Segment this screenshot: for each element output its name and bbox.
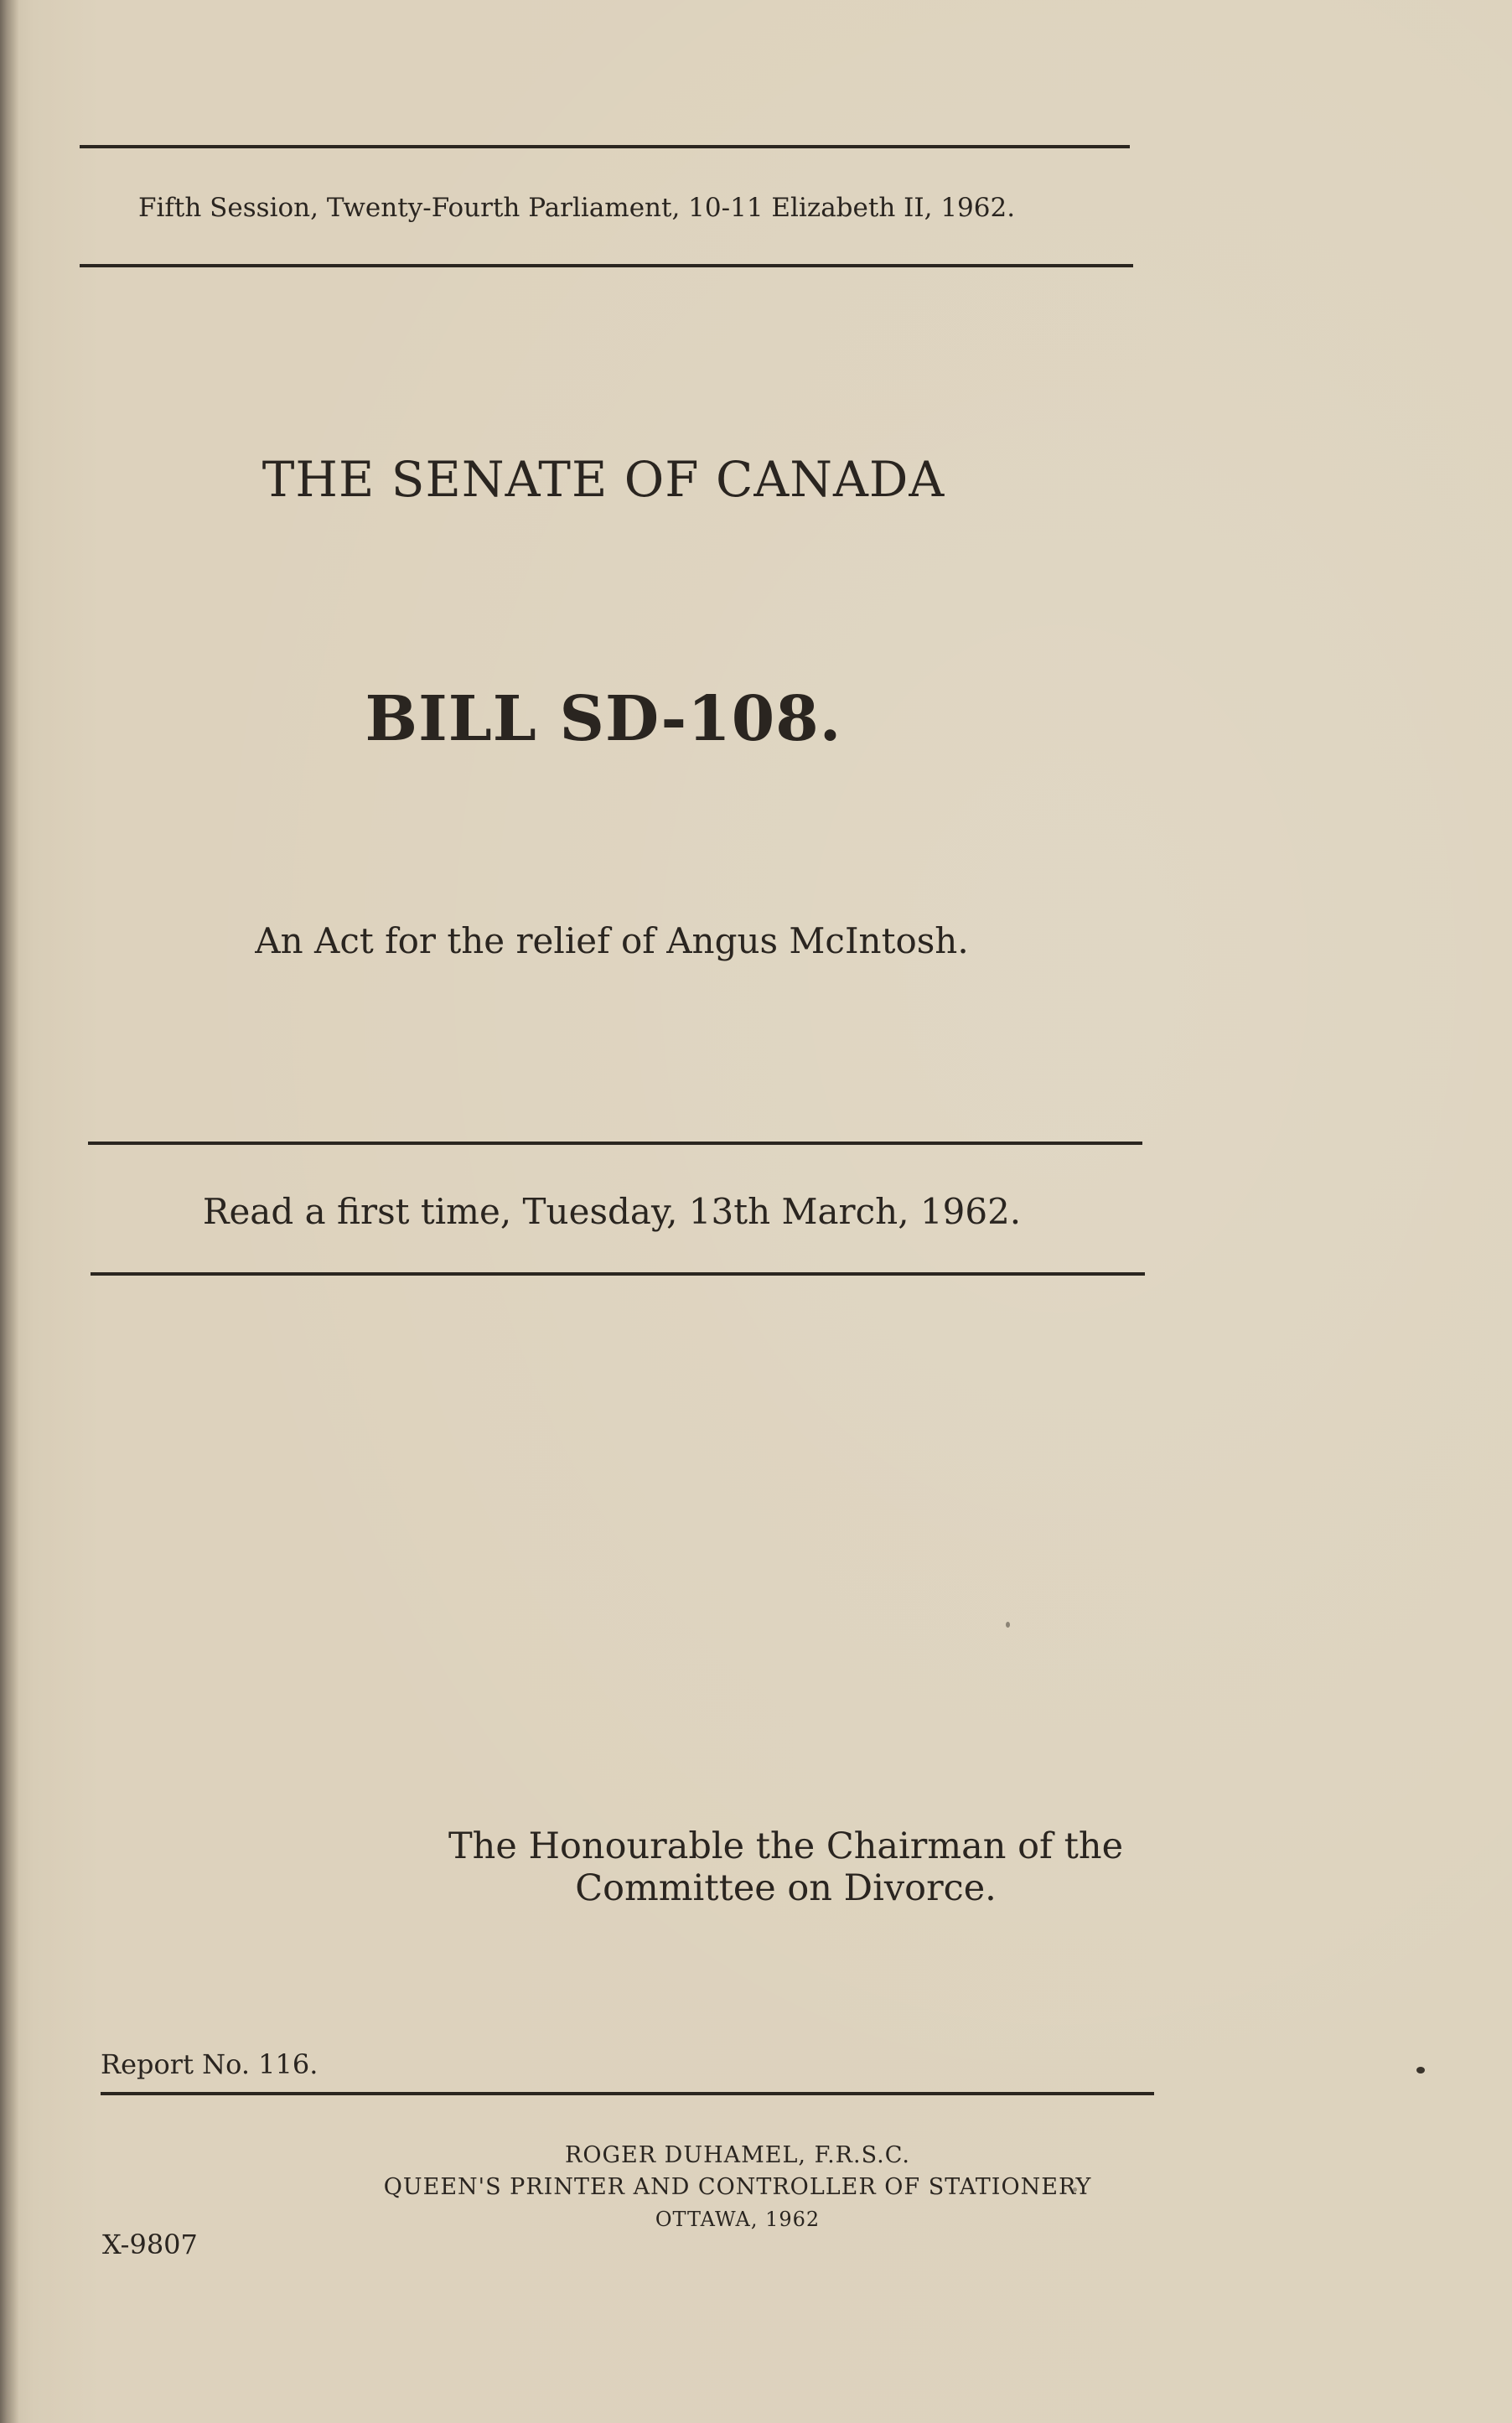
printer-line-3: OTTAWA, 1962 (655, 2208, 821, 2231)
paper-speck (1073, 2187, 1077, 2192)
reading-bottom-rule (91, 1272, 1145, 1276)
act-title: An Act for the relief of Angus McIntosh. (255, 920, 969, 961)
bleed-through-text (201, 331, 226, 360)
printer-line-1: ROGER DUHAMEL, F.R.S.C. (565, 2142, 910, 2168)
report-number: Report No. 116. (101, 2048, 318, 2080)
paper-speck (1006, 1622, 1010, 1628)
reading-top-rule (88, 1142, 1142, 1145)
printer-top-rule (101, 2092, 1154, 2095)
document-number: X-9807 (102, 2229, 198, 2260)
sponsor-line-1: The Honourable the Chairman of the (448, 1825, 1124, 1867)
house-heading: THE SENATE OF CANADA (261, 451, 945, 508)
sponsor-line-2: Committee on Divorce. (575, 1867, 997, 1909)
printer-line-2: QUEEN'S PRINTER AND CONTROLLER OF STATIONERY (383, 2174, 1092, 2200)
session-line: Fifth Session, Twenty-Fourth Parliament, 10-11 Elizabeth II, 1962. (138, 193, 1016, 223)
reading-line: Read a first time, Tuesday, 13th March, 1962. (202, 1191, 1022, 1232)
top-rule (80, 145, 1130, 148)
session-bottom-rule (80, 264, 1133, 267)
sponsor-block (448, 1825, 1123, 1909)
printer-imprint (0, 2140, 1475, 2235)
paper-speck (1416, 2067, 1425, 2074)
bill-number: BILL SD-108. (365, 683, 842, 755)
